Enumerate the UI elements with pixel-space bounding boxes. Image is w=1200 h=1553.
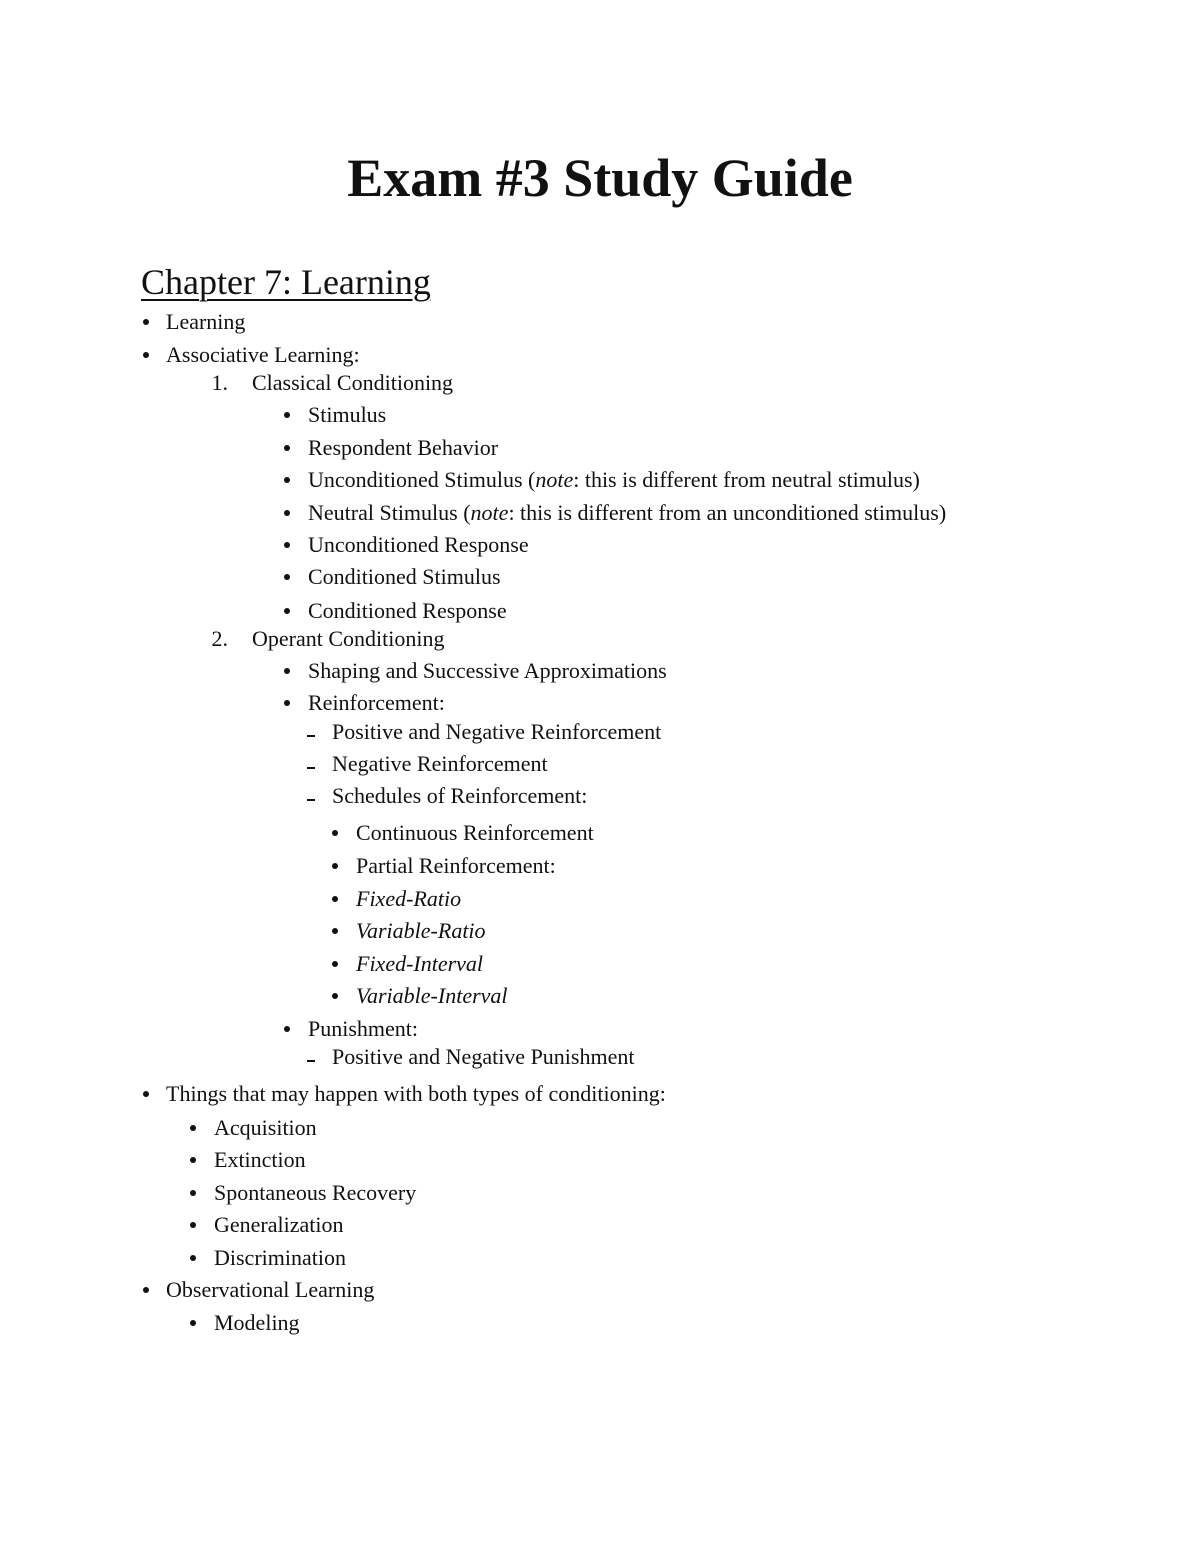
dash-icon — [304, 1043, 318, 1071]
list-item-observational-learning: Observational Learning — [166, 1277, 375, 1302]
list-item-fixed-ratio: Fixed-Ratio — [356, 886, 462, 911]
list-item-spontaneous-recovery: Spontaneous Recovery — [214, 1180, 417, 1205]
ns-rest: : this is different from an unconditioned stimulus) — [508, 500, 947, 525]
bullet-icon — [139, 1276, 153, 1304]
list-item-discrimination: Discrimination — [214, 1245, 346, 1270]
list-item-acquisition: Acquisition — [214, 1115, 317, 1140]
bullet-icon — [280, 531, 294, 559]
document-title: Exam #3 Study Guide — [347, 148, 853, 208]
bullet-icon — [186, 1244, 200, 1272]
bullet-icon — [186, 1309, 200, 1337]
list-number: 1. — [211, 370, 228, 395]
bullet-icon — [139, 308, 153, 336]
bullet-icon — [280, 1015, 294, 1043]
ucs-text: Unconditioned Stimulus ( — [308, 467, 536, 492]
bullet-icon — [280, 689, 294, 717]
list-number: 2. — [211, 626, 228, 651]
list-item-associative-learning: Associative Learning: — [166, 342, 360, 367]
list-item-negative-reinforcement: Negative Reinforcement — [332, 751, 548, 776]
bullet-icon — [186, 1179, 200, 1207]
chapter-heading: Chapter 7: Learning — [141, 262, 431, 302]
list-item-variable-interval: Variable-Interval — [356, 983, 508, 1008]
dash-icon — [304, 750, 318, 778]
bullet-icon — [328, 950, 342, 978]
bullet-icon — [280, 563, 294, 591]
list-item-conditioned-response: Conditioned Response — [308, 598, 507, 623]
bullet-icon — [280, 466, 294, 494]
list-item-pos-neg-punishment: Positive and Negative Punishment — [332, 1044, 635, 1069]
ucs-note: note — [535, 467, 574, 492]
ucs-rest: : this is different from neutral stimulus) — [573, 467, 920, 492]
bullet-icon — [280, 401, 294, 429]
bullet-icon — [139, 341, 153, 369]
bullet-icon — [328, 982, 342, 1010]
list-item-punishment: Punishment: — [308, 1016, 419, 1041]
bullet-icon — [328, 917, 342, 945]
list-item-pos-neg-reinforcement: Positive and Negative Reinforcement — [332, 719, 662, 744]
ns-text: Neutral Stimulus ( — [308, 500, 471, 525]
list-item-both-types: Things that may happen with both types of conditioning: — [166, 1081, 666, 1106]
list-item-fixed-interval: Fixed-Interval — [356, 951, 484, 976]
bullet-icon — [280, 499, 294, 527]
bullet-icon — [186, 1146, 200, 1174]
list-item-unconditioned-stimulus — [308, 466, 920, 494]
bullet-icon — [328, 852, 342, 880]
list-item-learning: Learning — [166, 309, 246, 334]
bullet-icon — [186, 1114, 200, 1142]
bullet-icon — [186, 1211, 200, 1239]
bullet-icon — [280, 434, 294, 462]
list-item-neutral-stimulus — [308, 499, 946, 527]
list-item-respondent-behavior: Respondent Behavior — [308, 435, 499, 460]
ns-note: note — [470, 500, 509, 525]
list-item-unconditioned-response: Unconditioned Response — [308, 532, 529, 557]
list-item-classical-conditioning: Classical Conditioning — [252, 370, 454, 395]
list-item-reinforcement: Reinforcement: — [308, 690, 445, 715]
list-item-generalization: Generalization — [214, 1212, 344, 1237]
list-item-schedules: Schedules of Reinforcement: — [332, 783, 588, 808]
bullet-icon — [139, 1080, 153, 1108]
list-item-partial: Partial Reinforcement: — [356, 853, 556, 878]
dash-icon — [304, 782, 318, 810]
list-item-shaping: Shaping and Successive Approximations — [308, 658, 667, 683]
bullet-icon — [328, 885, 342, 913]
list-item-stimulus: Stimulus — [308, 402, 387, 427]
list-item-conditioned-stimulus: Conditioned Stimulus — [308, 564, 501, 589]
dash-icon — [304, 718, 318, 746]
bullet-icon — [280, 657, 294, 685]
list-item-continuous: Continuous Reinforcement — [356, 820, 594, 845]
list-item-operant-conditioning: Operant Conditioning — [252, 626, 445, 651]
list-item-modeling: Modeling — [214, 1310, 300, 1335]
bullet-icon — [280, 597, 294, 625]
list-item-variable-ratio: Variable-Ratio — [356, 918, 486, 943]
list-item-extinction: Extinction — [214, 1147, 306, 1172]
bullet-icon — [328, 819, 342, 847]
